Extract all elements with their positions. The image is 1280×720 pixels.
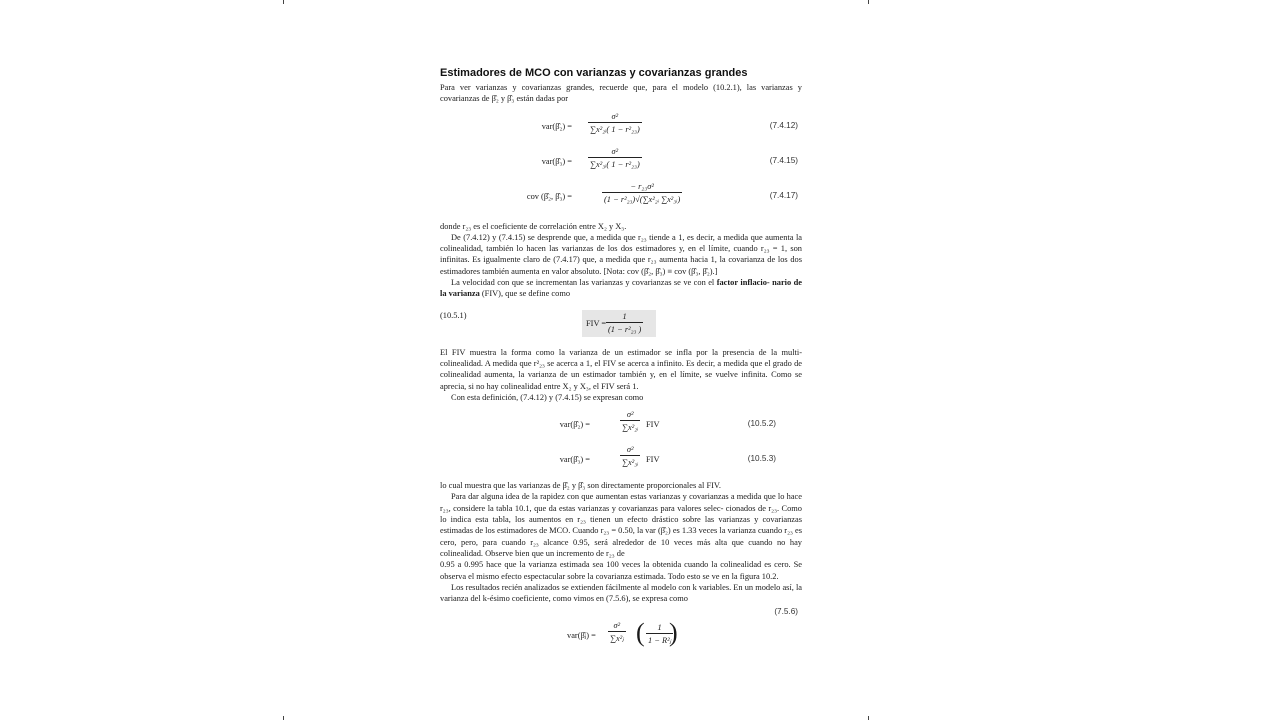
paragraph-velocidad [440, 277, 802, 300]
equation-number: (7.5.6) [774, 607, 798, 617]
equation-fraction [588, 111, 642, 136]
equation-fraction [602, 181, 682, 206]
paragraph-fiv: El FIV muestra la forma como la varianza de un estimador se infla por la presencia de la multi- colinealidad. A medida que r²₂₃ se acerca a 1, el FIV se acerca a infinito. Es decir, a medida que el grado de colinealidad aumenta, la varianza de un estimador también y, en el límite, se vuelve infinita. Como se aprecia, si no hay colinealidad entre X₂ y X₃, el FIV será 1. [440, 347, 802, 391]
fiv-formula-box [582, 310, 656, 337]
equation-lhs: var(β̂₂) = [541, 121, 572, 131]
numerator: − r₂₃σ² [630, 181, 654, 191]
equation-number: (7.4.15) [769, 155, 798, 165]
denominator: ∑x²₃ᵢ( 1 − r²₂₃) [588, 157, 642, 170]
document-page [440, 66, 802, 654]
equation-number: (7.4.12) [769, 120, 798, 130]
denominator: (1 − r²₂₃)√(∑x²₂ᵢ ∑x²₃ᵢ) [602, 192, 682, 205]
intro-paragraph: Para ver varianzas y covarianzas grandes, recuerde que, para el modelo (10.2.1), las varianzas y covarianzas de β̂₂ y β̂₃ están dadas por [440, 83, 802, 104]
crop-mark [283, 0, 284, 4]
equation-7-4-12 [440, 111, 802, 144]
paragraph-lo-cual: lo cual muestra que las varianzas de β̂₂ y β̂₃ son directamente proporcionales al FIV. [440, 481, 721, 491]
denominator: ∑x²₂ᵢ( 1 − r²₂₃) [588, 122, 642, 135]
denominator: ∑x²₃ᵢ [620, 455, 640, 468]
crop-mark [283, 716, 284, 720]
denominator: ∑x²ⱼ [608, 631, 626, 644]
equation-lhs: cov (β̂₂, β̂₃) = [526, 191, 572, 201]
numerator: σ² [626, 445, 634, 455]
numerator: σ² [626, 410, 634, 420]
right-paren-glyph: ) [669, 617, 678, 647]
equation-fraction [620, 409, 640, 434]
paragraph-para-dar: Para dar alguna idea de la rapidez con que aumentan estas varianzas y covarianzas a medida que lo hace r₂₃, considere la tabla 10.1, que da estas varianzas y covarianzas para valores selec- cionados de r₂₃. Como lo indica esta tabla, los aumentos en r₂₃ tienen un efecto drástico sobre las varianzas y covarianzas estimadas de los estimadores de MCO. Cuando r₂₃ = 0.50, la var (β̂₂) es 1.33 veces la varianza cuando r₂₃ es cero, pero, para cuando r₂₃ alcance 0.95, será alrededor de 10 veces más alta que cuando no hay colinealidad. Observe bien que un incremento de r₂₃ de [440, 492, 802, 558]
equation-fraction [608, 620, 626, 645]
crop-mark [868, 0, 869, 4]
numerator: σ² [611, 111, 619, 121]
numerator: 1 [622, 311, 627, 321]
equation-10-5-1 [440, 310, 802, 341]
equation-7-5-6 [440, 618, 802, 654]
equation-number: (10.5.3) [747, 454, 776, 464]
equation-number: (10.5.1) [440, 310, 467, 320]
paragraph-donde: donde r₂₃ es el coeficiente de correlación entre X₂ y X₃. [440, 221, 627, 231]
equation-10-5-2 [440, 409, 802, 442]
left-paren-glyph: ( [636, 617, 645, 647]
equation-lhs: FIV = [586, 318, 607, 328]
equation-lhs: var(β̂ⱼ) = [567, 630, 596, 640]
equation-lhs: var(β̂₃) = [559, 455, 590, 465]
equation-fraction [588, 146, 642, 171]
fiv-factor: FIV [646, 455, 660, 465]
denominator: ∑x²₂ᵢ [620, 420, 640, 433]
equation-number: (10.5.2) [747, 419, 776, 429]
equation-lhs: var(β̂₃) = [541, 156, 572, 166]
section-title: Estimadores de MCO con varianzas y covarianzas grandes [440, 67, 748, 79]
text-run: (FIV), que se define como [479, 289, 571, 299]
equation-fraction [606, 311, 643, 336]
equation-7-4-15 [440, 146, 802, 179]
equation-10-5-3 [440, 444, 802, 477]
equation-fraction [620, 444, 640, 469]
denominator: 1 − R²ⱼ [646, 633, 673, 646]
denominator: (1 − r²₂₃ ) [606, 322, 643, 335]
fiv-factor: FIV [646, 420, 660, 430]
numerator: σ² [611, 146, 619, 156]
term-fiv: factor inflacio- nario de la varianza [440, 278, 803, 299]
numerator: σ² [613, 620, 621, 630]
equation-number: (7.4.17) [769, 190, 798, 200]
paragraph-con: Con esta definición, (7.4.12) y (7.4.15) se expresan como [451, 392, 644, 402]
equation-7-4-17 [440, 181, 802, 217]
paragraph-095: 0.95 a 0.995 hace que la varianza estimada sea 100 veces la obtenida cuando la colinealidad es cero. Se observa el mismo efecto espectacular sobre la covarianza estimada. Todo esto se ve en la figura 10.2. [440, 560, 802, 581]
paragraph-los-resultados: Los resultados recién analizados se extienden fácilmente al modelo con k variables. En un modelo así, la varianza del k-ésimo coeficiente, como vimos en (7.5.6), se expresa como [440, 582, 802, 604]
numerator: 1 [657, 622, 662, 632]
crop-mark [868, 716, 869, 720]
paragraph-de: De (7.4.12) y (7.4.15) se desprende que, a medida que r₂₃ tiende a 1, es decir, a medida que aumenta la colinealidad, también lo hacen las varianzas de los dos estimadores y, en el límite, cuando r₂₃ = 1, son infinitas. Es igualmente claro de (7.4.17) que, a medida que r₂₃ aumenta hacia 1, la covarianza de los dos estimadores también aumenta en valor absoluto. [Nota: cov (β̂₂, β̂₃) ≡ cov (β̂₃, β̂₂).] [440, 232, 802, 276]
text-run: La velocidad con que se incrementan las varianzas y covarianzas se ve con el [451, 278, 717, 288]
equation-lhs: var(β̂₂) = [559, 420, 590, 430]
